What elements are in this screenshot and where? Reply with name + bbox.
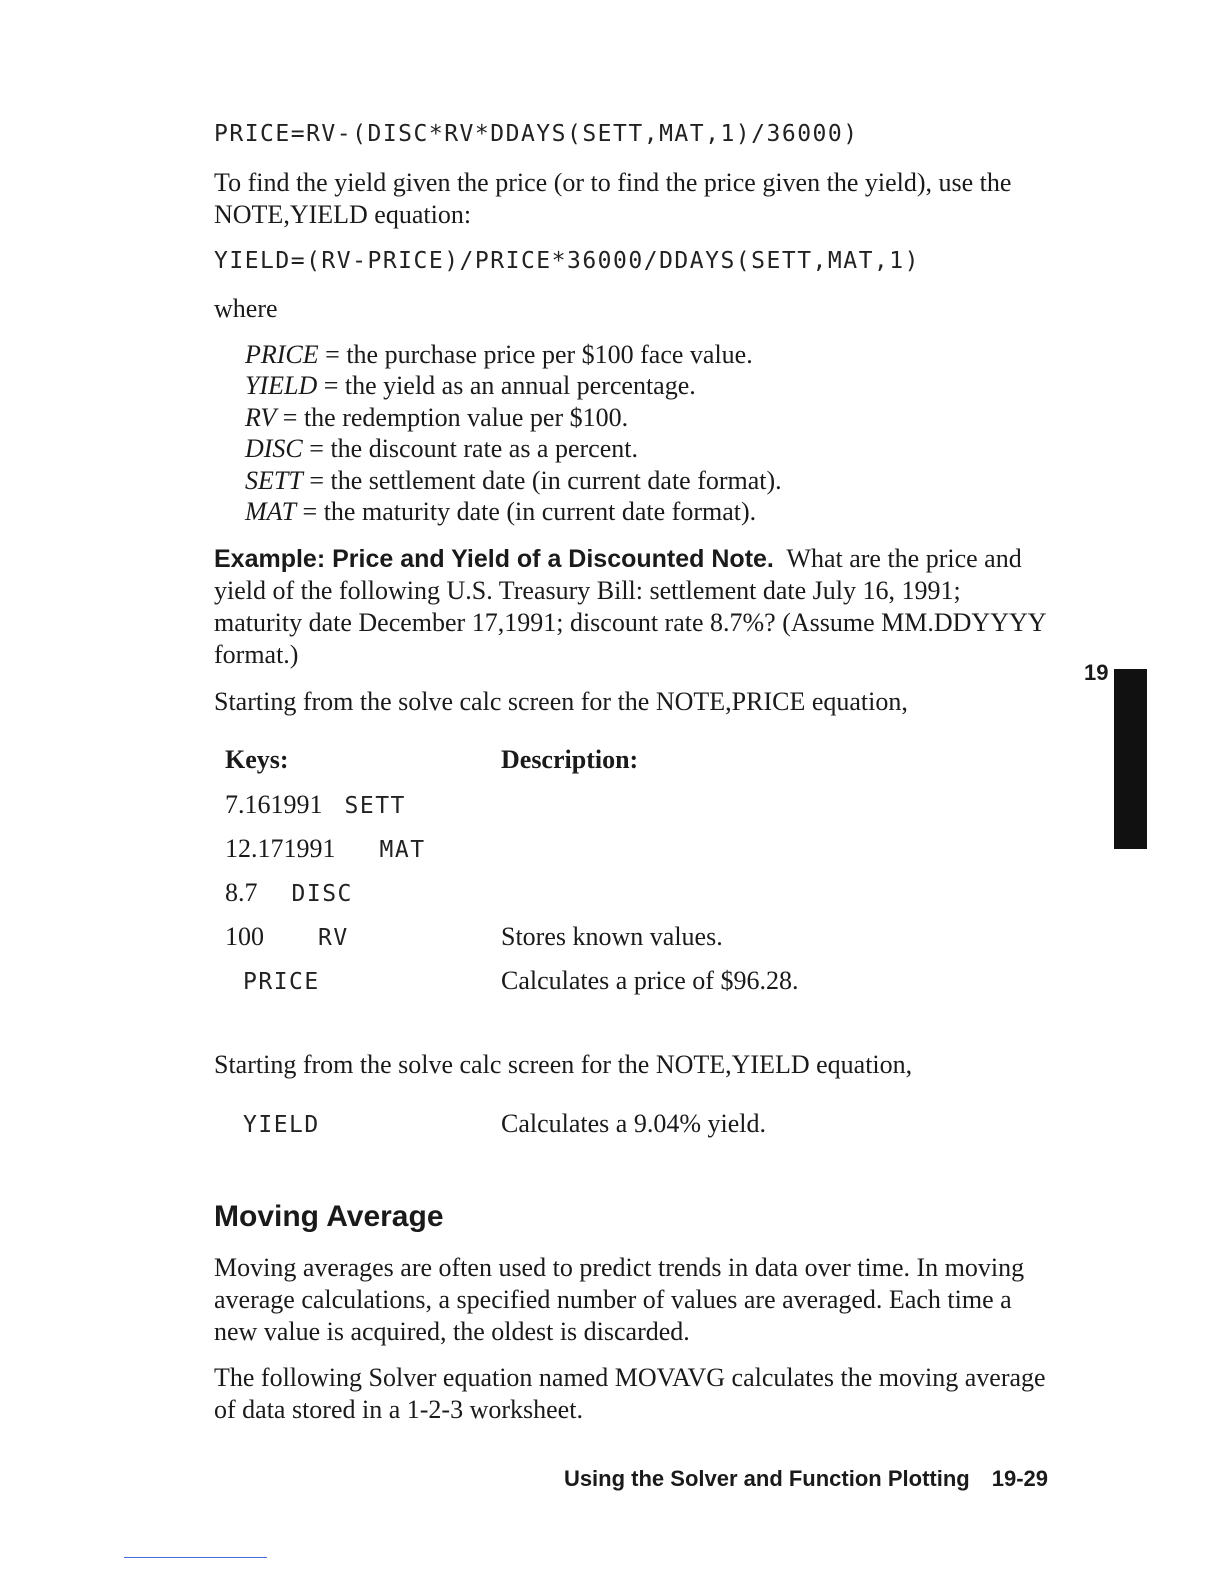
variable-description: = the purchase price per $100 face value. — [325, 340, 753, 369]
variable-name: YIELD — [245, 371, 318, 400]
yield-equation: YIELD=(RV-PRICE)/PRICE*36000/DDAYS(SETT,MAT,1) — [214, 248, 920, 274]
key-value: 7.161991 — [225, 790, 323, 819]
menu-key-disc: DISC — [291, 881, 353, 907]
example-title: Example: Price and Yield of a Discounted Note. — [214, 545, 774, 573]
where-label: where — [214, 294, 278, 323]
description-header: Description: — [501, 745, 639, 774]
chapter-number: 19 — [1084, 660, 1109, 685]
variable-definition — [245, 465, 782, 497]
variable-description: = the yield as an annual percentage. — [323, 371, 696, 400]
menu-key-rv: RV — [318, 925, 349, 951]
page-number: 19-29 — [991, 1466, 1048, 1491]
chapter-tab-marker — [1114, 669, 1147, 849]
variable-name: SETT — [245, 466, 303, 495]
price-equation: PRICE=RV-(DISC*RV*DDAYS(SETT,MAT,1)/36000) — [214, 121, 859, 147]
variable-definition — [245, 370, 696, 402]
menu-key-yield: YIELD — [243, 1112, 320, 1138]
starting-yield-text: Starting from the solve calc screen for the NOTE,YIELD equation, — [214, 1050, 913, 1079]
key-description: Calculates a price of $96.28. — [501, 966, 799, 995]
variable-definition — [245, 496, 756, 528]
key-sequence — [225, 877, 353, 910]
starting-price-text: Starting from the solve calc screen for the NOTE,PRICE equation, — [214, 687, 908, 716]
key-description: Stores known values. — [501, 922, 723, 951]
variable-description: = the maturity date (in current date format). — [302, 497, 757, 526]
key-value: 8.7 — [225, 878, 258, 907]
variable-name: DISC — [245, 434, 303, 463]
yield-intro-paragraph: To find the yield given the price (or to find the price given the yield), use the NOTE,YIELD equation: — [214, 168, 1012, 229]
key-sequence — [243, 1108, 320, 1141]
section-heading: Moving Average — [214, 1200, 444, 1233]
key-sequence — [225, 789, 406, 822]
moving-average-paragraph: Moving averages are often used to predict trends in data over time. In moving average calculations, a specified number of values are averaged. Each time a new value is acquired, the oldest is discarded. — [214, 1253, 1025, 1346]
key-sequence — [225, 921, 349, 954]
menu-key-price: PRICE — [243, 969, 320, 995]
key-description: Calculates a 9.04% yield. — [501, 1109, 766, 1138]
variable-name: RV — [245, 403, 277, 432]
key-sequence — [243, 965, 320, 998]
menu-key-sett: SETT — [344, 793, 406, 819]
variable-definition — [245, 433, 638, 465]
key-value: 12.171991 — [225, 834, 336, 863]
menu-key-mat: MAT — [379, 837, 426, 863]
key-sequence — [225, 833, 426, 866]
example-text: What are the price and yield of the following U.S. Treasury Bill: settlement date July 16, 1991; maturity date December 17,1991; discount rate 8.7%? (Assume MM.DDYYYY format.) — [214, 544, 1046, 669]
variable-name: MAT — [245, 497, 297, 526]
variable-name: PRICE — [245, 340, 319, 369]
movavg-intro-paragraph: The following Solver equation named MOVAVG calculates the moving average of data stored in a 1-2-3 worksheet. — [214, 1363, 1046, 1424]
variable-description: = the settlement date (in current date format). — [309, 466, 782, 495]
key-value: 100 — [225, 922, 264, 951]
bottom-rule — [124, 1557, 267, 1558]
variable-description: = the discount rate as a percent. — [309, 434, 638, 463]
variable-definition — [245, 339, 753, 371]
footer-title: Using the Solver and Function Plotting — [563, 1466, 970, 1491]
page-footer — [564, 1466, 1048, 1492]
variable-definition — [245, 402, 628, 434]
keys-header: Keys: — [225, 745, 289, 774]
example-paragraph — [214, 543, 1054, 671]
variable-description: = the redemption value per $100. — [282, 403, 629, 432]
